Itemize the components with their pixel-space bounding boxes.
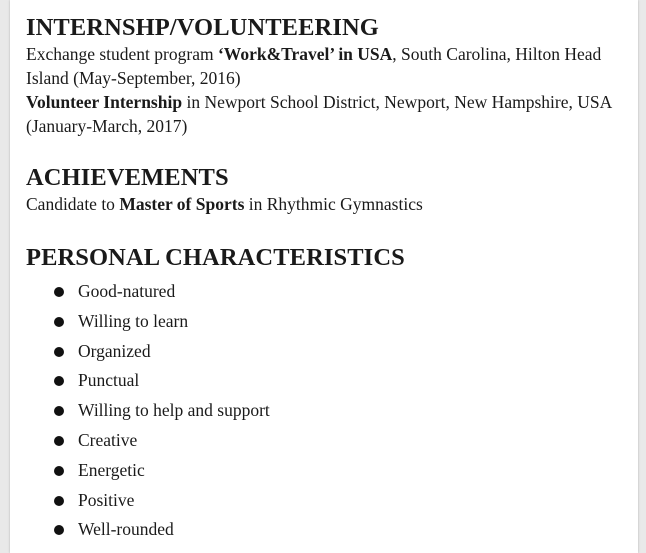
bullet-icon	[54, 317, 64, 327]
internship-heading: INTERNSHP/VOLUNTEERING	[26, 14, 379, 41]
exchange-program-text	[26, 42, 626, 90]
bullet-icon	[54, 376, 64, 386]
achievement-intro: Candidate to	[26, 194, 120, 214]
achievements-heading: ACHIEVEMENTS	[26, 164, 229, 191]
list-item	[26, 396, 626, 426]
master-of-sports: Master of Sports	[119, 194, 245, 214]
bullet-icon	[54, 287, 64, 297]
list-item	[26, 307, 626, 337]
list-item-label: Energetic	[78, 459, 145, 480]
volunteer-internship-details: in Newport School District, Newport, New Hampshire, USA (January-March, 2017)	[26, 92, 612, 136]
bullet-icon	[54, 496, 64, 506]
list-item	[26, 515, 626, 545]
document-page	[10, 0, 638, 553]
bullet-icon	[54, 436, 64, 446]
work-travel-program: ‘Work&Travel’ in USA	[217, 44, 393, 64]
list-item-label: Organized	[78, 340, 151, 361]
list-item-label: Willing to learn	[78, 310, 189, 331]
list-item-label: Positive	[78, 489, 135, 510]
list-item	[26, 366, 626, 396]
bullet-icon	[54, 525, 64, 535]
list-item	[26, 277, 626, 307]
list-item	[26, 337, 626, 367]
volunteer-internship-text	[26, 90, 626, 138]
volunteer-internship-title: Volunteer Internship	[26, 92, 183, 112]
bullet-icon	[54, 466, 64, 476]
list-item	[26, 486, 626, 516]
list-item-label: Well-rounded	[78, 519, 174, 540]
list-item-label: Willing to help and support	[78, 400, 270, 421]
achievement-text	[26, 192, 626, 216]
personal-characteristics-heading: PERSONAL CHARACTERISTICS	[26, 244, 405, 271]
exchange-program-intro: Exchange student program	[26, 44, 218, 64]
list-item	[26, 426, 626, 456]
list-item-label: Good-natured	[78, 281, 176, 301]
characteristics-list	[26, 277, 626, 545]
list-item	[26, 456, 626, 486]
bullet-icon	[54, 406, 64, 416]
list-item-label: Creative	[78, 429, 138, 450]
achievement-discipline: in Rhythmic Gymnastics	[244, 194, 423, 214]
bullet-icon	[54, 347, 64, 357]
document-content	[26, 14, 626, 545]
list-item-label: Punctual	[78, 370, 140, 391]
exchange-program-location: , South Carolina, Hilton Head Island (May-September, 2016)	[26, 44, 602, 88]
